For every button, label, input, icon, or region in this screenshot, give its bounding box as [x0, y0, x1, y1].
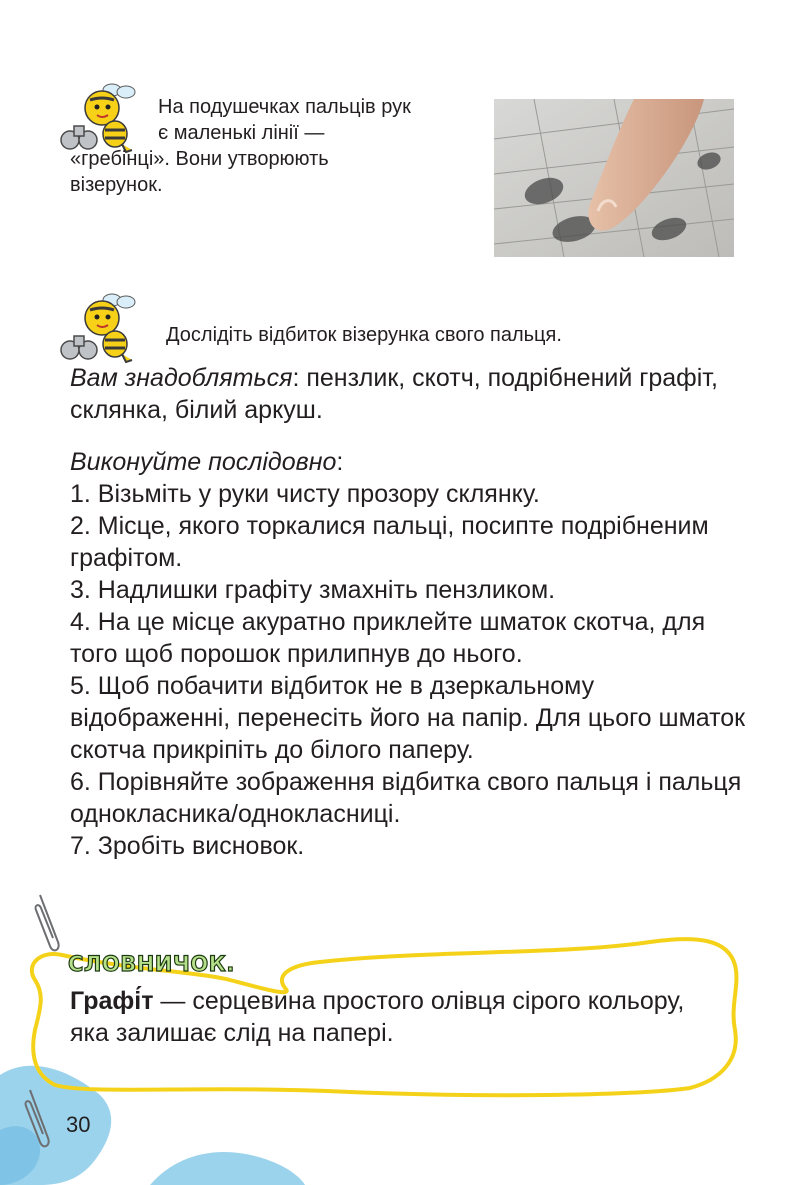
- steps-label: Виконуйте послідовно: [70, 448, 337, 476]
- glossary-title: СЛОВНИЧОК.: [68, 952, 235, 976]
- glossary-entry: [70, 985, 710, 1049]
- step-item: 1. Візьміть у руки чисту прозору склянку.: [70, 480, 540, 508]
- bee-with-binoculars-icon: [60, 288, 142, 364]
- steps-heading: Виконуйте послідовно:: [70, 448, 344, 476]
- step-item: 6. Порівняйте зображення відбитка свого пальця і пальця однокласника/однокласниці.: [70, 768, 742, 828]
- intro-line-1: На подушечках пальців рук: [158, 96, 411, 118]
- task-instruction: Дослідіть відбиток візерунка свого пальця.: [166, 324, 562, 346]
- step-item: 3. Надлишки графіту змахніть пензликом.: [70, 576, 556, 604]
- step-item: 7. Зробіть висновок.: [70, 832, 305, 860]
- step-item: 4. На це місце акуратно приклейте шматок скотча, для того щоб порошок прилипнув до нього.: [70, 608, 706, 668]
- step-item: 5. Щоб побачити відбиток не в дзеркальному відображенні, перенесіть його на папір. Для цього шматок скотча прикріпіть до білого паперу.: [70, 672, 746, 764]
- intro-line-3: «гребінці». Вони утворюють: [70, 148, 329, 170]
- materials-label: Вам знадобляться: [70, 364, 293, 392]
- glossary-term: Графі́т: [70, 987, 154, 1015]
- materials-paragraph: [70, 362, 750, 426]
- intro-paragraph: [70, 94, 490, 198]
- step-item: 2. Місце, якого торкалися пальці, посипте подрібненим графітом.: [70, 512, 709, 572]
- intro-line-2: є маленькі лінії —: [158, 122, 325, 144]
- glossary-definition: — серцевина простого олівця сірого кольору, яка залишає слід на папері.: [70, 987, 685, 1047]
- paperclip-icon: [36, 895, 59, 950]
- page-number: 30: [66, 1112, 91, 1137]
- materials-text: : пензлик, скотч, подрібнений графіт, склянка, білий аркуш.: [70, 364, 718, 424]
- task-body: [70, 362, 750, 862]
- fingerprint-photo: [494, 99, 734, 257]
- intro-line-4: візерунок.: [70, 174, 163, 196]
